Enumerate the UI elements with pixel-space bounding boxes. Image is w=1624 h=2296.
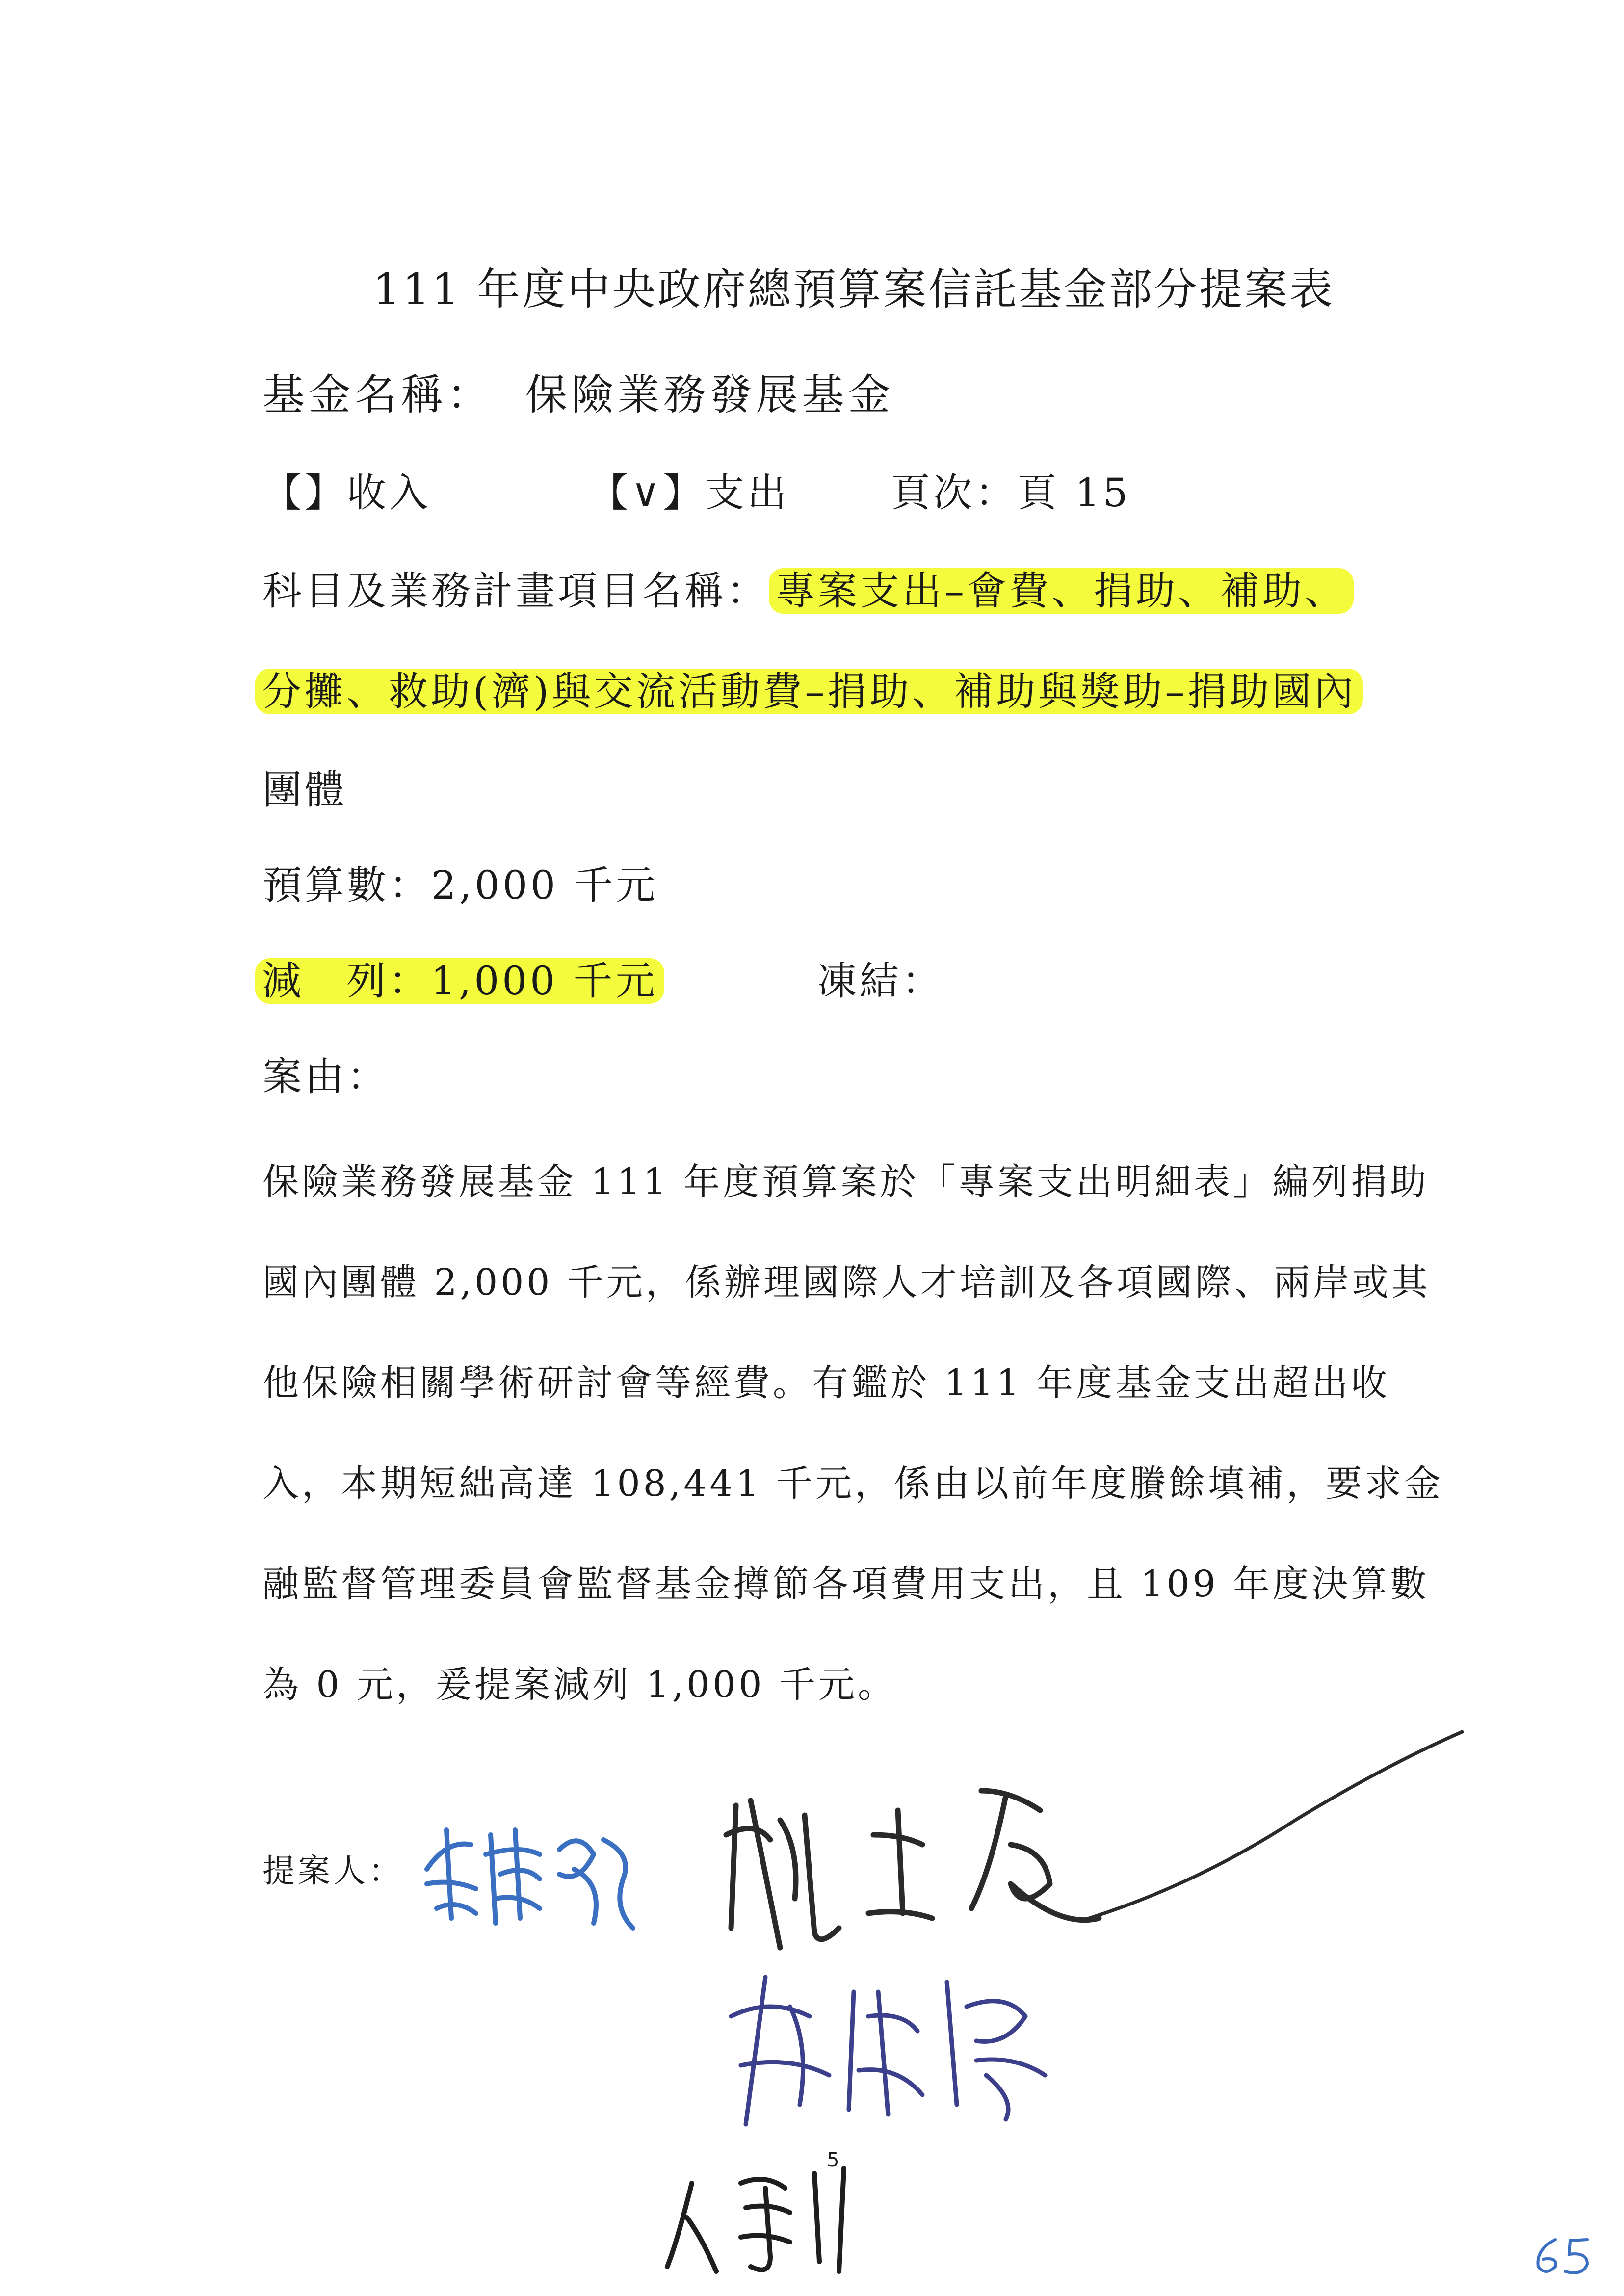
body-line-3: 他保險相關學術研討會等經費。有鑑於 111 年度基金支出超出收 xyxy=(262,1362,1390,1404)
page-reference: 頁次：頁 15 xyxy=(891,470,1131,516)
body-line-4: 入，本期短絀高達 108,441 千元，係由以前年度賸餘填補，要求金 xyxy=(262,1462,1444,1505)
body-line-6: 為 0 元，爰提案減列 1,000 千元。 xyxy=(262,1664,897,1706)
freeze-label: 凍結： xyxy=(817,958,944,1004)
budget-amount: 預算數：2,000 千元 xyxy=(262,862,658,908)
body-line-2: 國內團體 2,000 千元，係辦理國際人才培訓及各項國際、兩岸或其 xyxy=(262,1261,1431,1304)
subject-text-highlight-1: 專案支出–會費、捐助、補助、 xyxy=(769,568,1354,614)
expense-checkbox: 【∨】支出 xyxy=(589,470,789,516)
fund-name-row xyxy=(262,361,894,421)
page-number: 5 xyxy=(827,2149,839,2171)
fund-name-label: 基金名稱： xyxy=(262,370,493,419)
proposer-label: 提案人： xyxy=(262,1852,404,1890)
reduction-row xyxy=(255,949,944,1006)
body-line-1: 保險業務發展基金 111 年度預算案於「專案支出明細表」編列捐助 xyxy=(262,1161,1430,1203)
body-line-5: 融監督管理委員會監督基金撙節各項費用支出，且 109 年度決算數 xyxy=(262,1563,1430,1605)
signature-blue xyxy=(417,1810,643,1938)
signature-black-2 xyxy=(657,2154,864,2281)
reason-label: 案由： xyxy=(262,1054,389,1099)
signature-black xyxy=(707,1722,1472,1977)
type-row xyxy=(262,461,1131,518)
page-title: 111 年度中央政府總預算案信託基金部分提案表 xyxy=(373,264,1335,314)
subject-label: 科目及業務計畫項目名稱： xyxy=(262,568,769,614)
subject-line-1 xyxy=(262,559,1354,616)
subject-line-2 xyxy=(255,660,1363,716)
subject-line-3: 團體 xyxy=(262,767,347,812)
signature-navy xyxy=(711,1948,1065,2144)
income-checkbox: 【】收入 xyxy=(262,470,431,516)
fund-name-value: 保險業務發展基金 xyxy=(525,370,894,419)
reduction-amount-highlight: 減 列：1,000 千元 xyxy=(255,958,664,1004)
subject-text-highlight-2: 分攤、救助(濟)與交流活動費–捐助、補助與獎助–捐助國內 xyxy=(255,669,1363,714)
handwritten-page-number xyxy=(1531,2235,1599,2279)
